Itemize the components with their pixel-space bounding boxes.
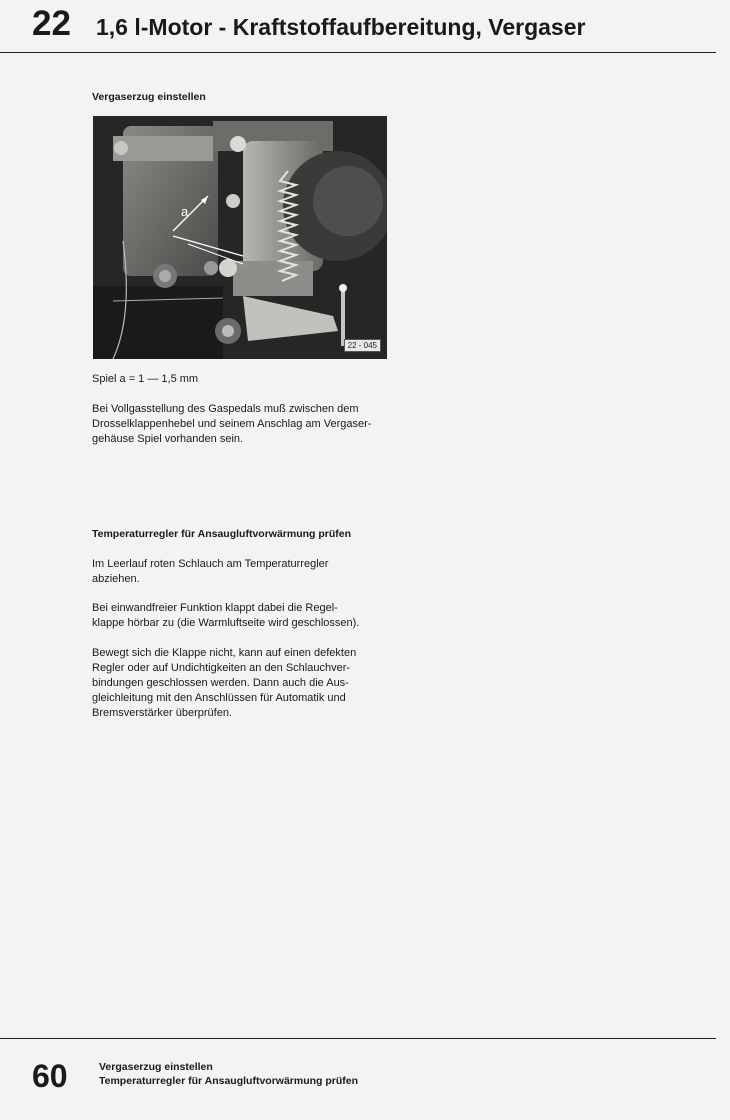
footer-rule	[0, 1038, 716, 1039]
paragraph-line: Bremsverstärker überprüfen.	[92, 707, 232, 719]
section-heading-vergaserzug: Vergaserzug einstellen	[92, 91, 206, 103]
chapter-title: 1,6 l-Motor - Kraftstoffaufbereitung, Vergaser	[96, 14, 586, 40]
carburetor-photo	[93, 116, 387, 359]
paragraph-line: bindungen geschlossen werden. Dann auch die Aus-	[92, 677, 349, 689]
paragraph-funktion	[92, 601, 402, 631]
footer-topic-1: Vergaserzug einstellen	[99, 1061, 213, 1073]
chapter-number: 22	[32, 4, 71, 43]
paragraph-line: Drosselklappenhebel und seinem Anschlag am Vergaser-	[92, 418, 372, 430]
paragraph-line: Bei einwandfreier Funktion klappt dabei die Regel-	[92, 602, 338, 614]
paragraph-line: gehäuse Spiel vorhanden sein.	[92, 433, 244, 445]
paragraph-leerlauf	[92, 557, 402, 587]
carburetor-illustration	[93, 116, 387, 359]
figure-caption: Spiel a = 1 — 1,5 mm	[92, 373, 199, 385]
page-header	[0, 0, 730, 56]
paragraph-line: klappe hörbar zu (die Warmluftseite wird geschlossen).	[92, 617, 360, 629]
page-number: 60	[32, 1058, 68, 1094]
section-heading-temperaturregler: Temperaturregler für Ansaugluftvorwärmung prüfen	[92, 528, 352, 540]
footer-topic-2: Temperaturregler für Ansaugluftvorwärmung prüfen	[99, 1075, 359, 1087]
paragraph-line: abziehen.	[92, 573, 140, 585]
paragraph-vollgas	[92, 402, 402, 447]
dimension-label-a: a	[181, 204, 189, 219]
paragraph-line: Bei Vollgasstellung des Gaspedals muß zwischen dem	[92, 403, 359, 415]
paragraph-line: Bewegt sich die Klappe nicht, kann auf einen defekten	[92, 647, 357, 659]
paragraph-klappe	[92, 646, 402, 721]
paragraph-line: Regler oder auf Undichtigkeiten an den Schlauchver-	[92, 662, 351, 674]
figure-number: 22 - 045	[344, 339, 381, 352]
paragraph-line: gleichleitung mit den Anschlüssen für Automatik und	[92, 692, 346, 704]
header-rule	[0, 52, 716, 53]
paragraph-line: Im Leerlauf roten Schlauch am Temperaturregler	[92, 558, 329, 570]
